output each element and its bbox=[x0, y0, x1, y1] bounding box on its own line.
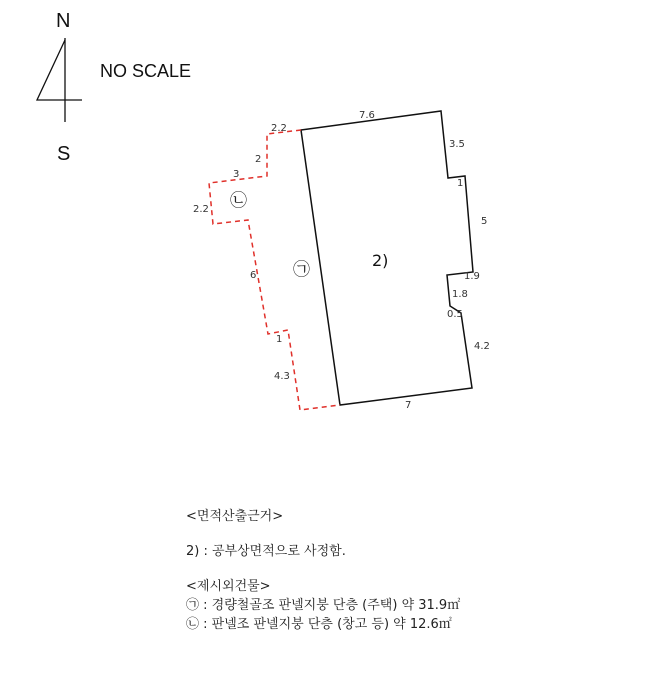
dim-dash-2-2: 2.2 bbox=[193, 204, 209, 215]
dim-main-right-lower: 4.2 bbox=[474, 341, 490, 352]
north-label: N bbox=[56, 10, 71, 32]
dim-dash-3: 3 bbox=[233, 169, 240, 180]
dim-main-step-1-9: 1.9 bbox=[464, 271, 480, 282]
notes-heading-extra-buildings: <제시외건물> bbox=[186, 579, 271, 594]
dim-main-right-upper: 3.5 bbox=[449, 139, 465, 150]
dim-dash-4-3: 4.3 bbox=[274, 371, 290, 382]
dim-dash-2: 2 bbox=[255, 154, 262, 165]
building-a-marker: ㉠ bbox=[293, 260, 310, 280]
notes-line-building-b: ㉡ : 판넬조 판넬지붕 단층 (창고 등) 약 12.6㎡ bbox=[186, 617, 452, 632]
notes-line-building-a: ㉠ : 경량철골조 판넬지붕 단층 (주택) 약 31.9㎡ bbox=[186, 598, 461, 613]
main-building-label: 2) bbox=[372, 251, 389, 270]
dim-main-right-1-8: 1.8 bbox=[452, 289, 468, 300]
south-label: S bbox=[57, 143, 71, 165]
dim-main-step-1: 1 bbox=[457, 178, 464, 189]
dim-dash-6: 6 bbox=[250, 270, 257, 281]
dim-main-bottom: 7 bbox=[405, 400, 412, 411]
building-b-marker: ㉡ bbox=[230, 191, 247, 211]
notes-heading-area-basis: <면적산출근거> bbox=[186, 509, 284, 524]
dim-dash-1: 1 bbox=[276, 334, 283, 345]
dim-main-top: 7.6 bbox=[359, 110, 375, 121]
dim-dash-top: 2.2 bbox=[271, 123, 287, 134]
scale-note: NO SCALE bbox=[100, 61, 192, 81]
north-arrow-icon bbox=[37, 38, 82, 122]
dim-main-step-0-5: 0.5 bbox=[447, 309, 463, 320]
dim-main-right-mid: 5 bbox=[481, 216, 488, 227]
notes-line-main-building: 2) : 공부상면적으로 사정함. bbox=[186, 544, 346, 559]
notes-block bbox=[186, 507, 460, 634]
